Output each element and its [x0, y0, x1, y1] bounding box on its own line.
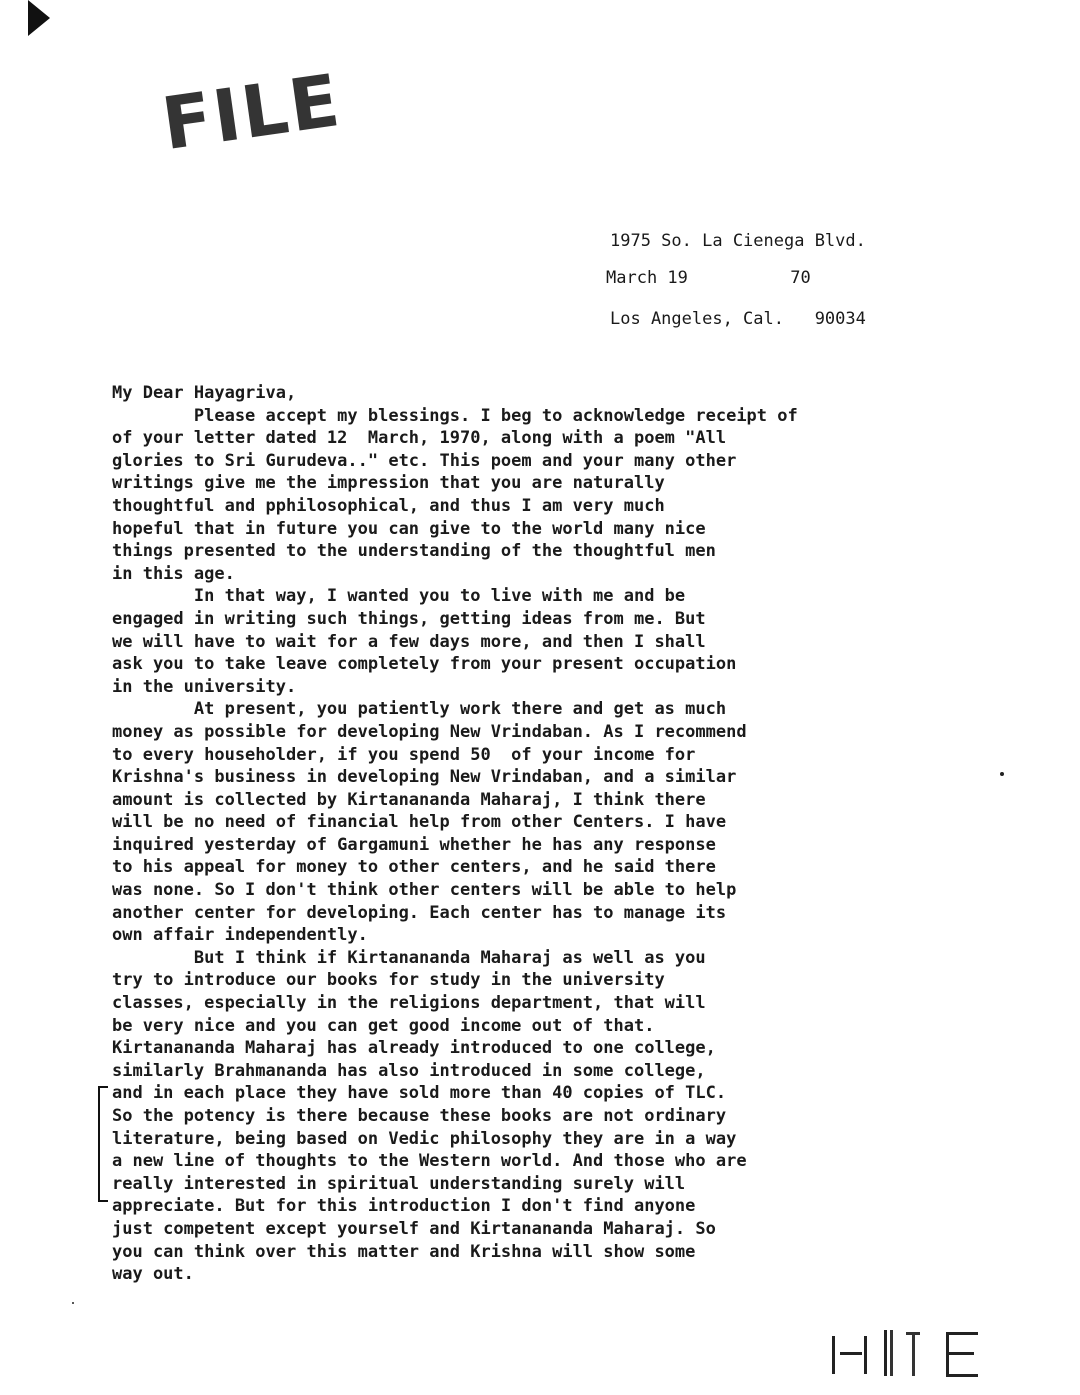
letter-line: Krishna's business in developing New Vrindaban, and a similar — [112, 767, 737, 788]
letter-line: appreciate. But for this introduction I don't find anyone — [112, 1196, 696, 1217]
letter-line: another center for developing. Each center has to manage its — [112, 902, 727, 923]
letter-line: writings give me the impression that you are naturally — [112, 473, 665, 494]
address-line-2: Los Angeles, Cal. 90034 — [610, 309, 866, 329]
letter-line: really interested in spiritual understanding surely will — [112, 1173, 686, 1194]
letter-line: similarly Brahmananda has also introduced in some college, — [112, 1060, 706, 1081]
letter-line: you can think over this matter and Krishna will show some — [112, 1241, 696, 1262]
letter-line: to every householder, if you spend 50 of your income for — [112, 744, 696, 765]
corner-punch-mark — [28, 0, 50, 36]
letter-line: and in each place they have sold more than 40 copies of TLC. — [112, 1083, 727, 1104]
letter-line: glories to Sri Gurudeva.." etc. This poem and your many other — [112, 450, 737, 471]
letter-line: try to introduce our books for study in the university — [112, 970, 665, 991]
letter-line: classes, especially in the religions department, that will — [112, 993, 706, 1014]
letter-line: be very nice and you can get good income out of that. — [112, 1015, 655, 1036]
letter-line: amount is collected by Kirtanananda Maharaj, I think there — [112, 789, 706, 810]
bottom-file-stamp-mark — [828, 1322, 1008, 1382]
letter-line: money as possible for developing New Vrindaban. As I recommend — [112, 721, 747, 742]
letter-line: to his appeal for money to other centers, and he said there — [112, 857, 716, 878]
letter-line: will be no need of financial help from other Centers. I have — [112, 812, 727, 833]
letter-line: of your letter dated 12 March, 1970, along with a poem "All — [112, 428, 727, 449]
letter-line: just competent except yourself and Kirtanananda Maharaj. So — [112, 1218, 716, 1239]
letter-line: So the potency is there because these books are not ordinary — [112, 1106, 727, 1126]
letter-line: way out. — [112, 1264, 194, 1285]
letter-line: engaged in writing such things, getting ideas from me. But — [112, 608, 706, 629]
ink-speck — [1000, 772, 1004, 776]
letter-line: we will have to wait for a few days more, and then I shall — [112, 631, 706, 652]
letter-line: was none. So I don't think other centers will be able to help — [112, 880, 737, 901]
file-stamp: FILE — [157, 57, 347, 167]
letter-line: in this age. — [112, 563, 235, 584]
letter-line: But I think if Kirtanananda Maharaj as well as you — [112, 947, 706, 968]
letter-line: Kirtanananda Maharaj has already introduced to one college, — [112, 1038, 716, 1059]
letter-line: in the university. — [112, 676, 297, 697]
letter-line: a new line of thoughts to the Western world. And those who are — [112, 1151, 747, 1172]
letter-line: things presented to the understanding of the thoughtful men — [112, 541, 716, 562]
letter-line: thoughtful and pphilosophical, and thus I am very much — [112, 495, 665, 516]
letter-line: hopeful that in future you can give to the world many nice — [112, 518, 706, 539]
letter-line: Please accept my blessings. I beg to acknowledge receipt of — [112, 405, 798, 426]
margin-bracket-mark — [98, 1086, 108, 1202]
letter-body — [112, 382, 1032, 1286]
letter-line: At present, you patiently work there and get as much — [112, 699, 727, 720]
letter-line: inquired yesterday of Gargamuni whether he has any response — [112, 834, 716, 855]
letter-line: own affair independently. — [112, 925, 368, 946]
letter-line: ask you to take leave completely from your present occupation — [112, 654, 737, 675]
ink-speck — [72, 1302, 74, 1304]
letter-line: My Dear Hayagriva, — [112, 383, 297, 403]
letter-date: March 19 70 — [606, 268, 811, 288]
letter-line: In that way, I wanted you to live with me and be — [112, 586, 686, 607]
letter-line: literature, being based on Vedic philosophy they are in a way — [112, 1128, 737, 1149]
address-line-1: 1975 So. La Cienega Blvd. — [610, 231, 866, 251]
